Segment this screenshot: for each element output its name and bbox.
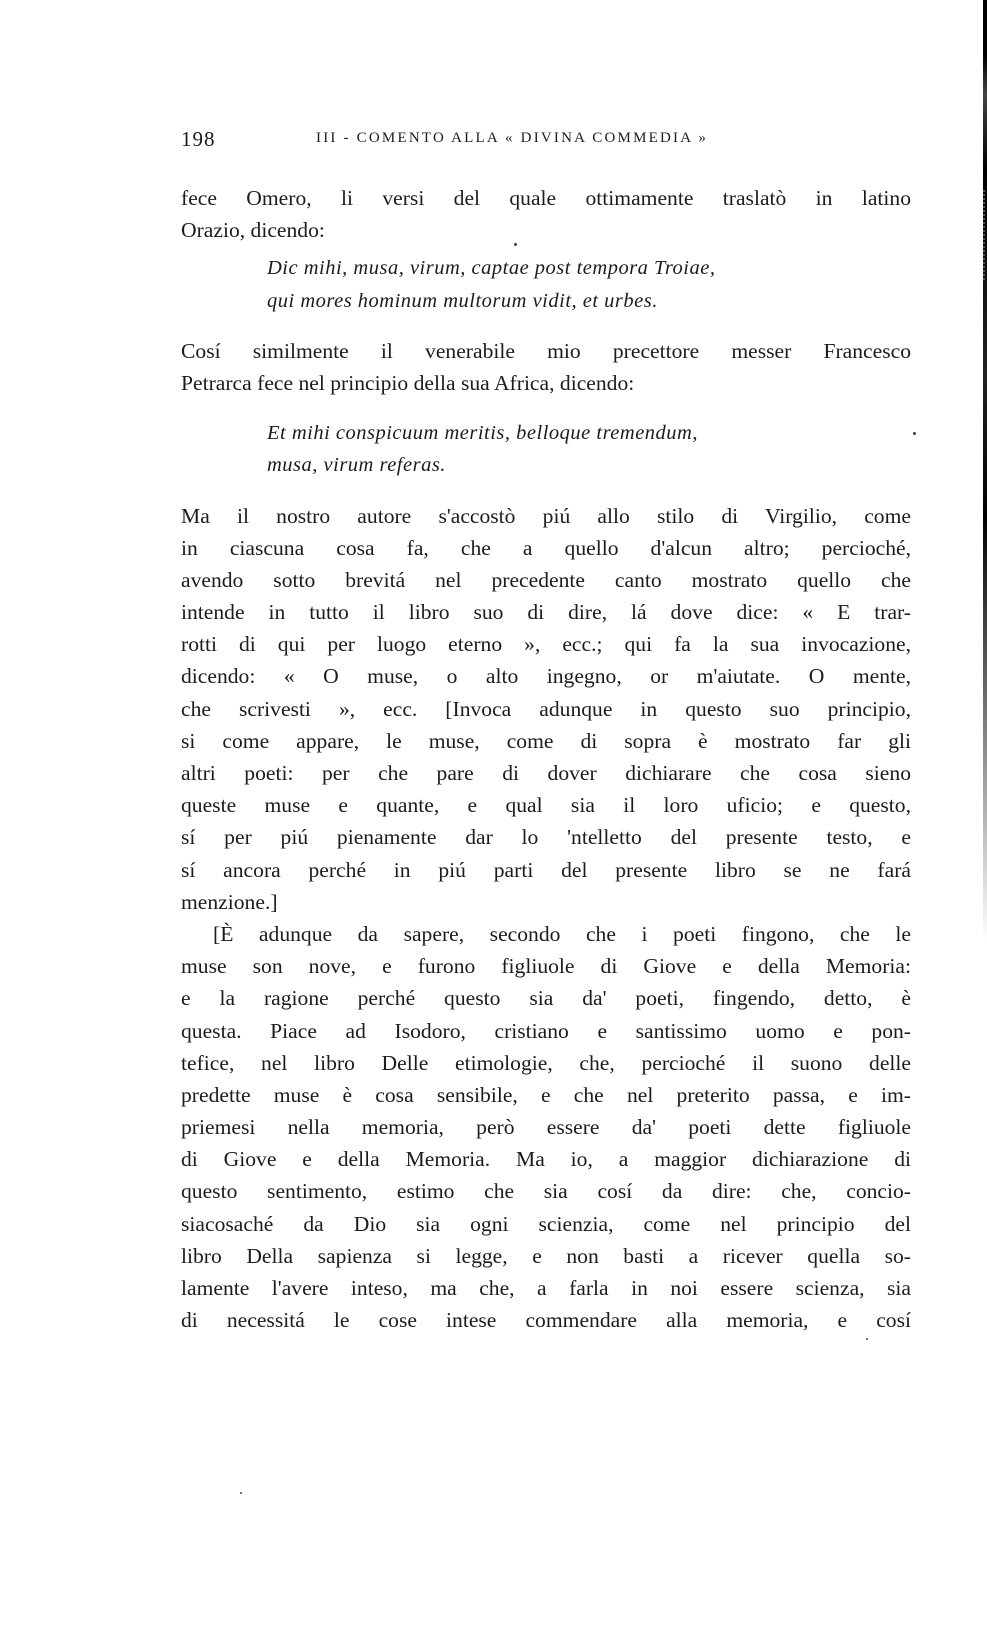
text-line: rotti di qui per luogo eterno », ecc.; qui fa la sua invocazione, — [181, 632, 911, 657]
text-line: questa. Piace ad Isodoro, cristiano e santissimo uomo e pon- — [181, 1018, 911, 1043]
verse-line: Et mihi conspicuum meritis, belloque tremendum, — [267, 422, 698, 445]
verse-line: Dic mihi, musa, virum, captae post tempora Troiae, — [267, 257, 716, 280]
scan-speck — [514, 243, 517, 246]
text-line: priemesi nella memoria, però essere da' poeti dette figliuole — [181, 1115, 911, 1140]
text-line: predette muse è cosa sensibile, e che nel preterito passa, e im- — [181, 1082, 911, 1107]
paragraph-3 — [181, 500, 911, 918]
page-number: 198 — [181, 127, 216, 151]
text-line: Orazio, dicendo: — [181, 218, 325, 243]
text-line: lamente l'avere inteso, ma che, a farla in noi essere scienza, sia — [181, 1276, 911, 1300]
text-line: sí ancora perché in piú parti del presente libro se ne fará — [181, 857, 911, 882]
scan-speck — [866, 1338, 868, 1340]
text-line: che scrivesti », ecc. [Invoca adunque in questo suo principio, — [181, 696, 911, 721]
text-line: Cosí similmente il venerabile mio precettore messer Francesco — [181, 338, 911, 363]
verse-line: musa, virum referas. — [267, 454, 446, 477]
verse-quote-homer — [181, 252, 911, 316]
text-line: e la ragione perché questo sia da' poeti, fingendo, detto, è — [181, 986, 911, 1011]
verse-quote-petrarca — [181, 417, 911, 481]
text-line: altri poeti: per che pare di dover dichiarare che cosa sieno — [181, 761, 911, 785]
page-header — [181, 127, 911, 157]
text-line: siacosaché da Dio sia ogni scienzia, come nel principio del — [181, 1211, 911, 1236]
text-line: sí per piú pienamente dar lo 'ntelletto del presente testo, e — [181, 825, 911, 850]
text-line: Petrarca fece nel principio della sua Africa, dicendo: — [181, 370, 635, 395]
scan-speck — [240, 1492, 242, 1494]
verse-line: qui mores hominum multorum vidit, et urbes. — [267, 289, 658, 312]
text-line: muse son nove, e furono figliuole di Giove e della Memoria: — [181, 954, 911, 979]
text-line: in ciascuna cosa fa, che a quello d'alcun altro; percioché, — [181, 535, 911, 560]
text-line: [È adunque da sapere, secondo che i poeti fingono, che le — [213, 921, 911, 946]
text-line: si come appare, le muse, come di sopra è mostrato far gli — [181, 728, 911, 753]
text-line: fece Omero, li versi del quale ottimamente traslatò in latino — [181, 186, 911, 210]
paragraph-4 — [181, 918, 911, 1336]
page-text — [181, 182, 911, 1336]
text-line: tefice, nel libro Delle etimologie, che, percioché il suono delle — [181, 1050, 911, 1075]
scan-speck — [913, 432, 916, 435]
running-head: III - COMENTO ALLA « DIVINA COMMEDIA » — [316, 130, 709, 146]
text-line: di Giove e della Memoria. Ma io, a maggior dichiarazione di — [181, 1147, 911, 1172]
scan-edge-shadow — [983, 0, 987, 940]
text-line: queste muse e quante, e qual sia il loro uficio; e questo, — [181, 793, 911, 818]
paragraph-2 — [181, 335, 911, 399]
text-line: libro Della sapienza si legge, e non basti a ricever quella so- — [181, 1243, 911, 1268]
text-line: menzione.] — [181, 889, 278, 914]
text-line: intende in tutto il libro suo di dire, lá dove dice: « E trar- — [181, 600, 911, 625]
text-line: questo sentimento, estimo che sia cosí da dire: che, concio- — [181, 1179, 911, 1204]
text-line: dicendo: « O muse, o alto ingegno, or m'aiutate. O mente, — [181, 664, 911, 689]
text-line: di necessitá le cose intese commendare alla memoria, e cosí — [181, 1308, 911, 1333]
paragraph-1 — [181, 182, 911, 246]
text-line: avendo sotto brevitá nel precedente canto mostrato quello che — [181, 567, 911, 592]
scan-edge-dots — [981, 190, 985, 280]
text-line: Ma il nostro autore s'accostò piú allo stilo di Virgilio, come — [181, 503, 911, 528]
